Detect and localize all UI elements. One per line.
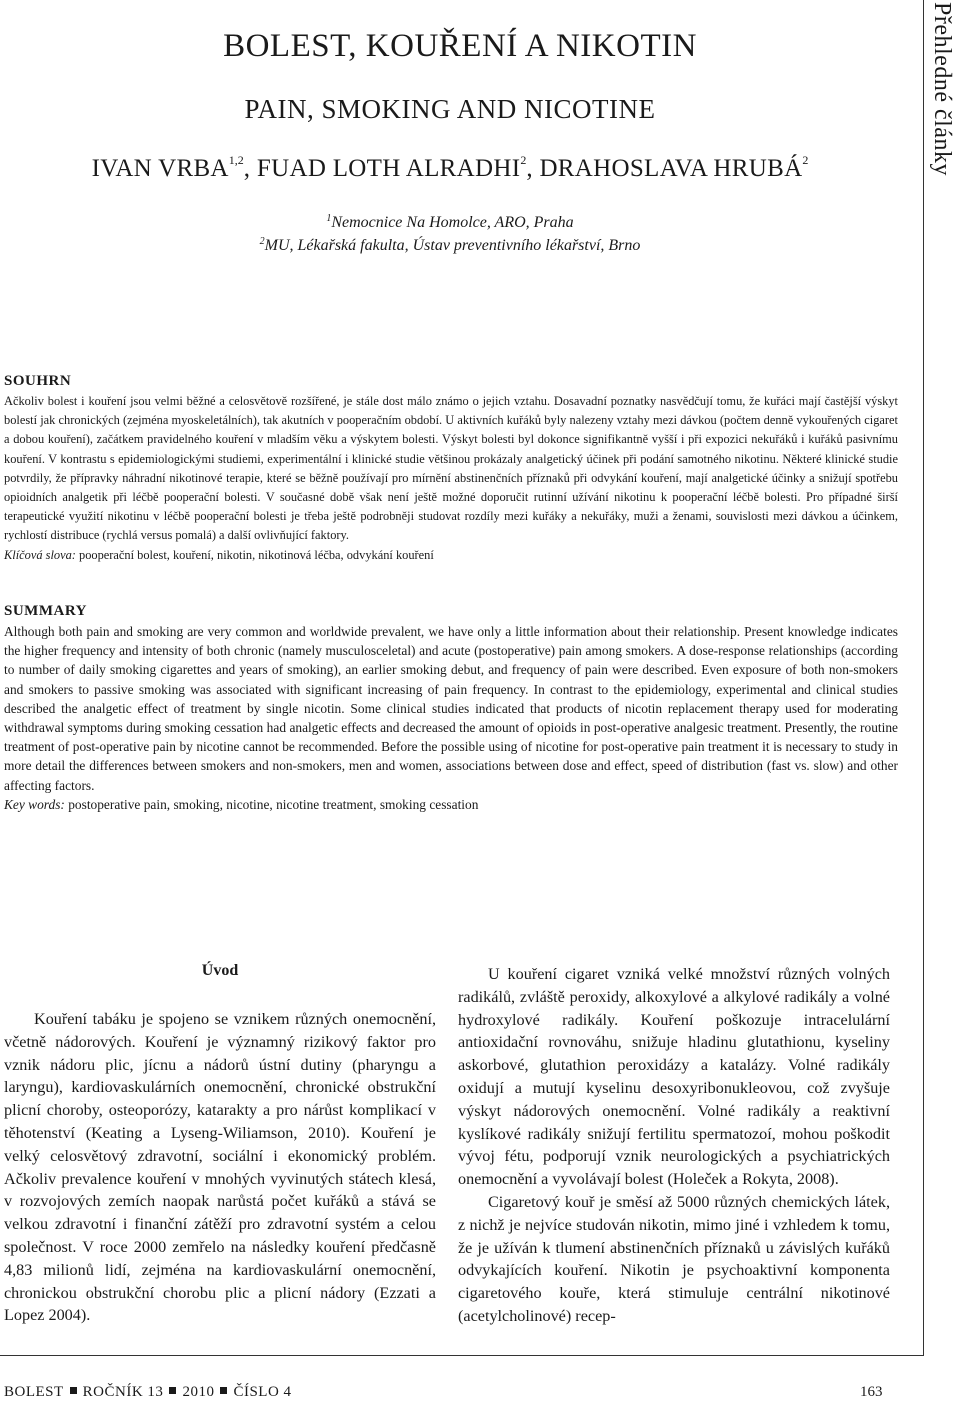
author-affiliation-mark: 2 xyxy=(520,153,527,167)
square-bullet-icon xyxy=(220,1387,227,1394)
body-column-left xyxy=(4,1008,436,1327)
affiliation-text: MU, Lékařská fakulta, Ústav preventivního lékařství, Brno xyxy=(264,237,641,254)
square-bullet-icon xyxy=(169,1387,176,1394)
author-name: IVAN VRBA xyxy=(91,155,229,182)
section-side-label xyxy=(923,0,960,1355)
affiliation-number: 1 xyxy=(326,213,332,224)
body-paragraph: Kouření tabáku je spojeno se vznikem různých onemocnění, včetně nádorových. Kouření je významný rizikový faktor pro vznik nádoru plic, jícnu a nádorů ústní dutiny (pharyngu a laryngu), kardiovaskulárních onemocnění, chronické obstrukční plicní choroby, osteoporózy, katarakty a pro nárůst komplikací v těhotenství (Keating a Lyseng-Wiliamson, 2010). Kouření je velký celosvětový zdravotní, sociální i ekonomický problém. Ačkoliv prevalence kouření v mnohých vyvinutých státech klesá, v rozvojových zemích naopak narůstá počet kuřáků a stává se velkou zdravotní i finanční zátěží pro zdravotní systém a celou společnost. V roce 2000 zemřelo na následky kouření předčasně 4,83 milionů lidí, zejména na kardiovaskulární onemocnění, chronickou obstrukční chorobu plic a plicní nádory (Ezzati a Lopez 2004). xyxy=(4,1010,436,1325)
journal-issue: ČÍSLO 4 xyxy=(233,1384,292,1400)
souhrn-abstract xyxy=(4,392,898,565)
journal-footer xyxy=(4,1384,292,1401)
side-label-text: Přehledné články xyxy=(929,2,955,176)
souhrn-keywords: pooperační bolest, kouření, nikotin, nikotinová léčba, odvykání kouření xyxy=(75,547,434,562)
summary-text: Although both pain and smoking are very common and worldwide prevalent, we have only a little information about their relationship. Present knowledge indicates the higher frequency and intensity of both chronic (namely musculosceletal) and acute (postoperative) pain among smokers. A dose-response relationships (according to number of daily smoking cigarettes and years of smoking), an earlier smoking debut, and frequency of pain were described. Even exposure of both non-smokers and smokers to passive smoking was associated with significant increasing of pain frequency. In contrast to the epidemiology, experimental and clinical studies described the analgetic effect of treatment by single nicotin. Some clinical studies indicated that products of nicotin replacement therapy used for moderating withdrawal symptoms during smoking cessation had analgetic effects and decreased the amount of opioids in post-operative analgesic treatment. Presently, the routine treatment of post-operative pain by nicotine cannot be recommended. Before the possible using of nicotine for post-operative pain treatment it is necessary to study in more detail the differences between smokers and non-smokers, men and women, associations between dose and effect, speed of distribution (fast vs. slow) and other affecting factors. xyxy=(4,624,898,793)
author-separator: , xyxy=(243,155,257,182)
summary-keywords-label: Key words: xyxy=(4,796,65,812)
souhrn-keywords-label: Klíčová slova: xyxy=(4,547,76,562)
footer-rule xyxy=(0,1355,924,1356)
journal-year: 2010 xyxy=(182,1384,215,1400)
affiliation-number: 2 xyxy=(259,236,265,247)
article-subtitle: PAIN, SMOKING AND NICOTINE xyxy=(244,94,656,124)
affiliation-2 xyxy=(0,236,900,255)
body-paragraph: U kouření cigaret vzniká velké množství různých volných radikálů, zvláště peroxidy, alkoxylové a alkylové radikály a volné hydroxylové radikály. Kouření poškozuje intracelulární antioxidační rovnováhu, snižuje hladinu glutathionu, kyseliny askorbové, glutathion peroxidázy a katalázy. Volné radikály oxidují a mutují kyselinu desoxyribonukleovou, což zvyšuje výskyt nádorových onemocnění. Volné radikály a reaktivní kyslíkové radikály snižují fertilitu spermatozoí, mohou poškodit vývoj fétu, podporují vznik neurologických a psychiatrických onemocnění a vyvolávají bolest (Holeček a Rokyta, 2008). xyxy=(458,965,890,1189)
page-number: 163 xyxy=(860,1384,883,1400)
article-title: BOLEST, KOUŘENÍ A NIKOTIN xyxy=(223,28,697,64)
journal-name: BOLEST xyxy=(4,1384,64,1400)
body-paragraph: Cigaretový kouř je směsí až 5000 různých chemických látek, z nichž je nejvíce studován nikotin, mimo jiné i vzhledem k tomu, že je užíván k tlumení abstinenčních příznaků u závislých kuřáků odvykajících kouření. Nikotin je psychoaktivní komponenta cigaretového kouře, která stimuluje centrální nikotinové (acetylcholinové) recep- xyxy=(458,1192,890,1325)
journal-volume: ROČNÍK 13 xyxy=(82,1384,164,1400)
body-column-right xyxy=(458,963,890,1328)
author-affiliation-mark: 2 xyxy=(802,153,809,167)
summary-abstract xyxy=(4,622,898,814)
author-name: DRAHOSLAVA HRUBÁ xyxy=(539,155,803,182)
square-bullet-icon xyxy=(70,1387,77,1394)
affiliation-1 xyxy=(0,213,900,232)
souhrn-heading: SOUHRN xyxy=(4,373,72,389)
summary-heading: SUMMARY xyxy=(4,603,87,619)
author-list xyxy=(0,153,900,183)
summary-keywords: postoperative pain, smoking, nicotine, nicotine treatment, smoking cessation xyxy=(64,796,479,812)
author-affiliation-mark: 1,2 xyxy=(228,153,244,167)
author-separator: , xyxy=(526,155,540,182)
intro-heading: Úvod xyxy=(201,962,239,979)
souhrn-text: Ačkoliv bolest i kouření jsou velmi běžné a celosvětově rozšířené, je stále dost málo známo o jejich vztahu. Dosavadní poznatky nasvědčují tomu, že kuřáci mají častější výskyt bolestí jak chronických (zejména myoskeletálních), tak akutních v pooperačním období. U aktivních kuřáků byly nalezeny vztahy mezi dávkou (počtem denně vykouřených cigaret a dobou kouření), začátkem pravidelného kouření v mladším věku a výskytem bolesti. Výskyt bolesti byl dokonce signifikantně vyšší i při expozici nekuřáků i kuřáků pasivnímu kouření. V kontrastu s epidemiologickými studiemi, experimentální i klinické studie většinou prokázaly analgetický účinek při podání samotného nikotinu. Některé klinické studie potvrdily, že přípravky náhradní nikotinové terapie, které se běžně používají pro mírnění abstinenčních příznaků při odvykání kouření, mají analgetické účinky a snižují spotřebu opioidních analgetik při léčbě pooperační bolesti. V současné době však není ještě možné doporučit rutinní užívání nikotinu k pooperační léčbě bolesti. Pro případné širší terapeutické využití nikotinu v léčbě pooperační bolesti je třeba ještě podrobněji studovat rozdíly mezi kuřáky a nekuřáky, muži a ženami, souvislosti mezi dávkou a účinkem, rychlostí distribuce (rychlá versus pomalá) a další ovlivňující faktory. xyxy=(4,394,898,543)
author-name: FUAD LOTH ALRADHI xyxy=(256,155,521,182)
affiliation-text: Nemocnice Na Homolce, ARO, Praha xyxy=(331,214,574,231)
